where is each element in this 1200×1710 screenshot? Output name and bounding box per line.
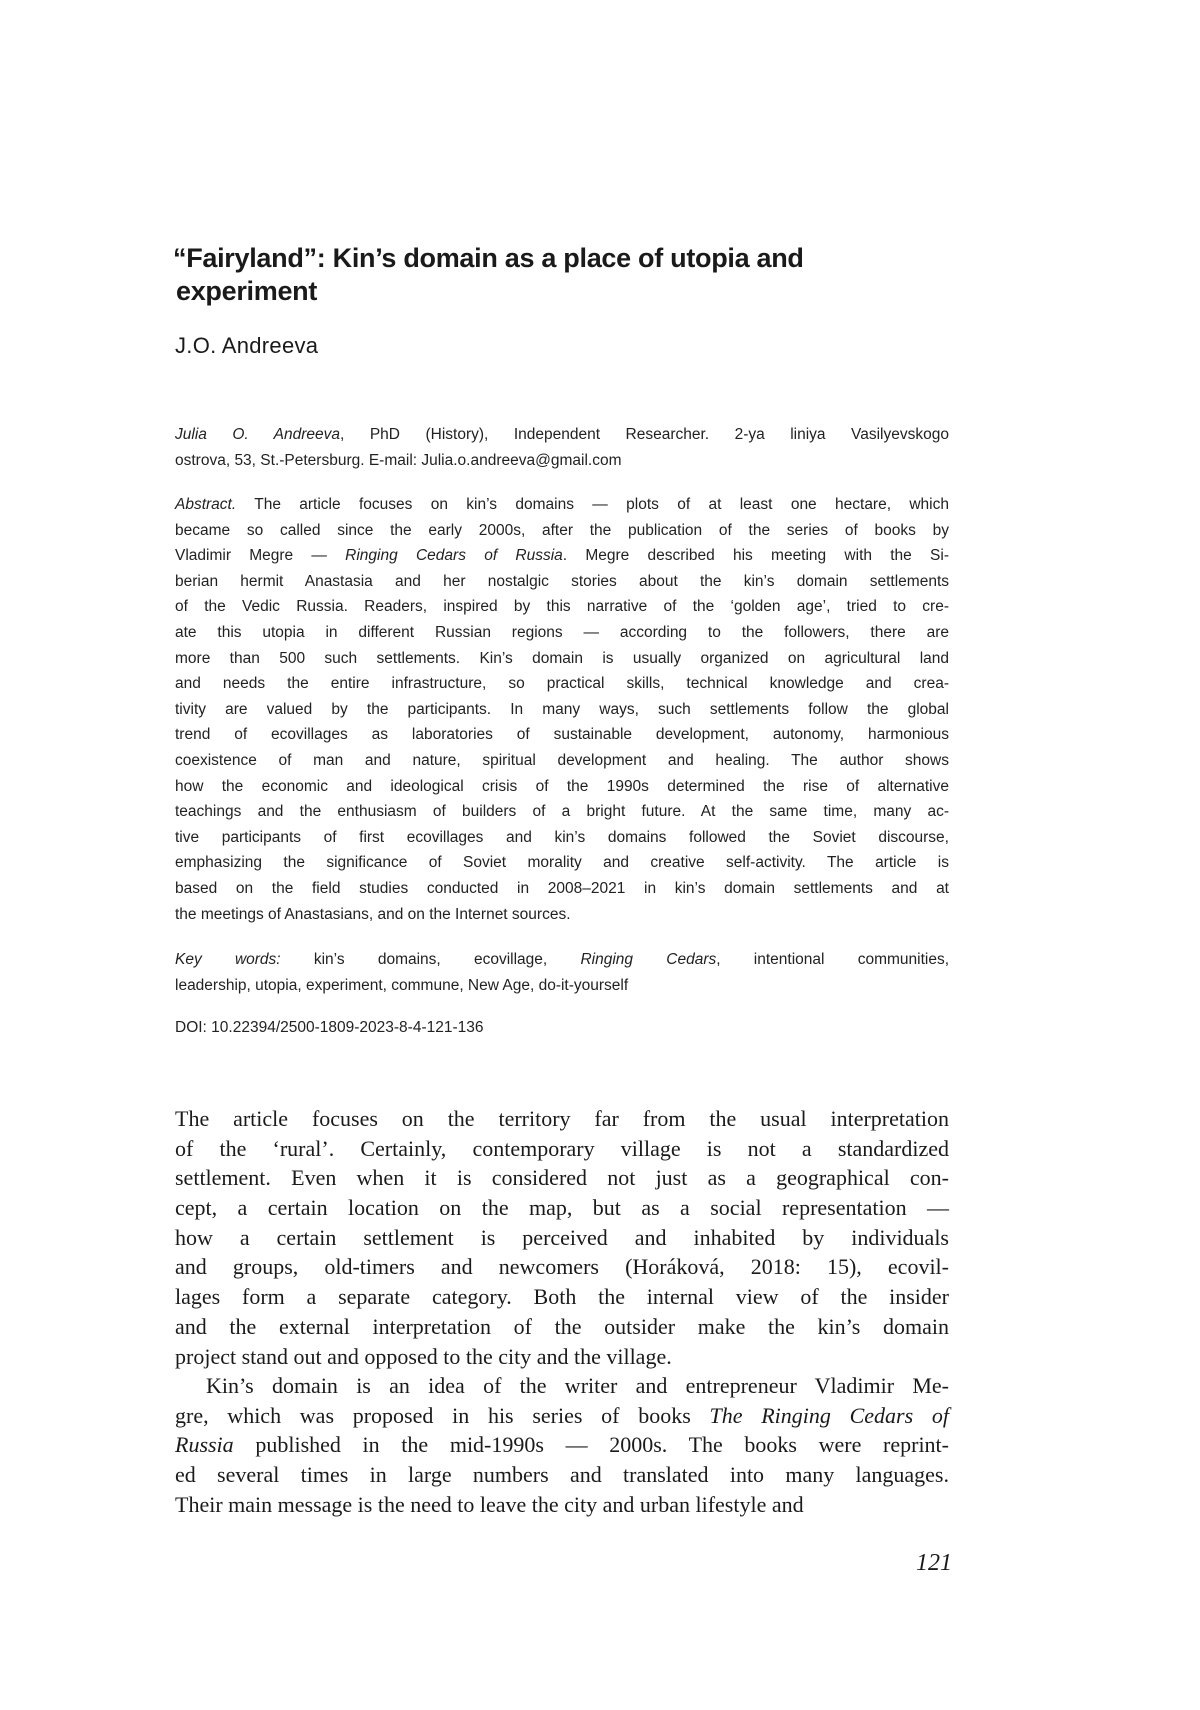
text-segment: published in the mid-1990s — 2000s. The books were reprint- — [234, 1432, 949, 1457]
text-line — [175, 1252, 949, 1282]
page-number: 121 — [900, 1550, 952, 1577]
text-segment: and the external interpretation of the outsider make the kin’s domain — [175, 1314, 949, 1339]
text-segment: The article focuses on the territory far from the usual interpretation — [175, 1106, 949, 1131]
text-segment: ate this utopia in different Russian regions — according to the followers, there are — [175, 624, 949, 641]
text-line — [175, 1490, 949, 1520]
text-segment: kin’s domains, ecovillage, — [281, 951, 581, 968]
text-line — [175, 876, 949, 902]
text-line — [175, 722, 949, 748]
italic-text: Abstract. — [175, 496, 236, 513]
text-segment: more than 500 such settlements. Kin’s domain is usually organized on agricultural land — [175, 650, 949, 667]
text-line — [175, 1401, 949, 1431]
author-name: J.O. Andreeva — [175, 333, 318, 359]
text-segment: settlement. Even when it is considered not just as a geographical con- — [175, 1165, 949, 1190]
text-segment: how a certain settlement is perceived and inhabited by individuals — [175, 1225, 949, 1250]
doi-text: DOI: 10.22394/2500-1809-2023-8-4-121-136 — [175, 1015, 949, 1041]
abstract — [175, 492, 949, 927]
text-segment: coexistence of man and nature, spiritual development and healing. The author shows — [175, 752, 949, 769]
article-title — [173, 242, 973, 308]
text-segment: ed several times in large numbers and translated into many languages. — [175, 1462, 949, 1487]
italic-text: Key words: — [175, 951, 281, 968]
text-segment: ostrova, 53, St.-Petersburg. E-mail: Julia.o.andreeva@gmail.com — [175, 452, 621, 469]
text-line — [175, 422, 949, 448]
text-line — [175, 1430, 949, 1460]
text-line — [175, 1282, 949, 1312]
text-segment: of the Vedic Russia. Readers, inspired by this narrative of the ‘golden age’, tried to cre- — [175, 598, 949, 615]
author-affiliation — [175, 422, 949, 473]
text-segment: berian hermit Anastasia and her nostalgic stories about the kin’s domain settlements — [175, 573, 949, 590]
text-segment: tivity are valued by the participants. In many ways, such settlements follow the global — [175, 701, 949, 718]
text-line — [175, 1193, 949, 1223]
text-line — [175, 825, 949, 851]
text-segment: and needs the entire infrastructure, so practical skills, technical knowledge and crea- — [175, 675, 949, 692]
text-line — [175, 774, 949, 800]
text-line — [175, 850, 949, 876]
text-segment: trend of ecovillages as laboratories of sustainable development, autonomy, harmonious — [175, 726, 949, 743]
text-line — [175, 799, 949, 825]
text-segment: cept, a certain location on the map, but as a social representation — — [175, 1195, 949, 1220]
text-segment: based on the field studies conducted in 2008–2021 in kin’s domain settlements and at — [175, 880, 949, 897]
text-line — [175, 1312, 949, 1342]
text-line — [175, 646, 949, 672]
italic-text: Ringing Cedars — [580, 951, 716, 968]
text-segment: . Megre described his meeting with the Si- — [563, 547, 949, 564]
text-segment: and groups, old-timers and newcomers (Horáková, 2018: 15), ecovil- — [175, 1254, 949, 1279]
text-line — [175, 1371, 949, 1401]
text-line — [175, 947, 949, 973]
text-segment: , PhD (History), Independent Researcher. 2-ya liniya Vasilyevskogo — [340, 426, 949, 443]
text-segment: The article focuses on kin’s domains — plots of at least one hectare, which — [236, 496, 949, 513]
italic-text: The Ringing Cedars of — [709, 1403, 949, 1428]
text-line — [175, 1163, 949, 1193]
text-line — [175, 1342, 949, 1372]
text-line — [175, 1104, 949, 1134]
text-segment: leadership, utopia, experiment, commune, New Age, do-it-yourself — [175, 977, 628, 994]
text-line — [175, 902, 949, 928]
body-paragraph-2 — [175, 1371, 949, 1519]
text-line — [175, 448, 949, 474]
title-line: experiment — [173, 275, 973, 308]
text-line — [175, 620, 949, 646]
text-line — [175, 543, 949, 569]
text-line — [175, 697, 949, 723]
text-segment: , intentional communities, — [716, 951, 949, 968]
text-segment: tive participants of first ecovillages and kin’s domains followed the Soviet discourse, — [175, 829, 949, 846]
italic-text: Julia O. Andreeva — [175, 426, 340, 443]
text-segment: project stand out and opposed to the city and the village. — [175, 1344, 672, 1369]
text-segment: teachings and the enthusiasm of builders of a bright future. At the same time, many ac- — [175, 803, 949, 820]
text-segment: gre, which was proposed in his series of books — [175, 1403, 709, 1428]
doi — [175, 1015, 949, 1041]
text-segment: Their main message is the need to leave the city and urban lifestyle and — [175, 1492, 804, 1517]
text-segment: emphasizing the significance of Soviet morality and creative self-activity. The article is — [175, 854, 949, 871]
text-segment: Kin’s domain is an idea of the writer and entrepreneur Vladimir Me- — [206, 1373, 949, 1398]
text-line — [175, 1460, 949, 1490]
text-line — [175, 1134, 949, 1164]
title-line: “Fairyland”: Kin’s domain as a place of utopia and — [173, 242, 973, 275]
text-segment: Vladimir Megre — — [175, 547, 345, 564]
text-line — [175, 594, 949, 620]
text-segment: how the economic and ideological crisis of the 1990s determined the rise of alternative — [175, 778, 949, 795]
text-line — [175, 492, 949, 518]
text-line — [175, 671, 949, 697]
text-segment: became so called since the early 2000s, after the publication of the series of books by — [175, 522, 949, 539]
text-line — [175, 973, 949, 999]
body-paragraph-1 — [175, 1104, 949, 1371]
text-segment: lages form a separate category. Both the internal view of the insider — [175, 1284, 949, 1309]
text-line — [175, 1223, 949, 1253]
italic-text: Russia — [175, 1432, 234, 1457]
italic-text: Ringing Cedars of Russia — [345, 547, 563, 564]
text-line — [175, 748, 949, 774]
keywords — [175, 947, 949, 998]
text-line — [175, 569, 949, 595]
text-segment: the meetings of Anastasians, and on the Internet sources. — [175, 906, 571, 923]
text-segment: of the ‘rural’. Certainly, contemporary village is not a standardized — [175, 1136, 949, 1161]
text-line — [175, 518, 949, 544]
